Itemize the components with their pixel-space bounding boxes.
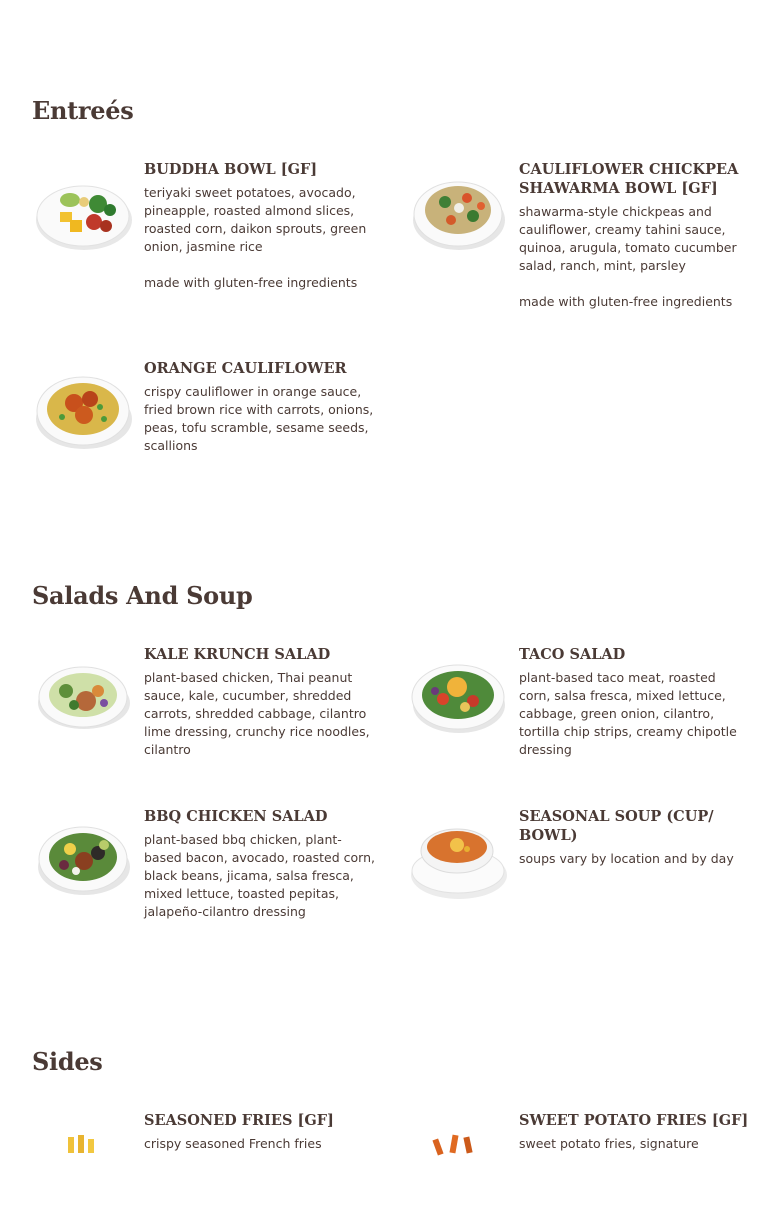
sweet-potato-fries-image <box>407 1111 511 1207</box>
shawarma-bowl-image <box>407 160 511 256</box>
item-description: crispy cauliflower in orange sauce, fried brown rice with carrots, onions, peas, tofu scramble, sesame seeds, scallions <box>144 384 374 453</box>
bbq-salad-image <box>32 807 136 903</box>
item-note: made with gluten-free ingredients <box>144 275 358 290</box>
item-name: SEASONED FRIES [GF] <box>144 1112 334 1129</box>
item-note: made with gluten-free ingredients <box>519 294 733 309</box>
item-description: shawarma-style chickpeas and cauliflower, creamy tahini sauce, quinoa, arugula, tomato cucumber salad, ranch, mint, parsley <box>519 204 737 273</box>
orange-cauliflower-image <box>32 359 136 455</box>
item-name: SEASONAL SOUP (CUP/ BOWL) <box>519 808 714 844</box>
item-description: soups vary by location and by day <box>519 851 734 866</box>
item-name: TACO SALAD <box>519 646 626 663</box>
taco-salad-image <box>407 645 511 741</box>
item-name: BBQ CHICKEN SALAD <box>144 808 328 825</box>
item-description: teriyaki sweet potatoes, avocado, pineapple, roasted almond slices, roasted corn, daikon sprouts, green onion, jasmine rice <box>144 185 367 254</box>
item-description: plant-based taco meat, roasted corn, salsa fresca, mixed lettuce, cabbage, green onion, cilantro, tortilla chip strips, creamy chipotle dressing <box>519 670 737 757</box>
kale-salad-image <box>32 645 136 741</box>
item-name: ORANGE CAULIFLOWER <box>144 360 347 377</box>
item-description: plant-based bbq chicken, plant-based bacon, avocado, roasted corn, black beans, jicama, salsa fresca, mixed lettuce, toasted pepitas, jalapeño-cilantro dressing <box>144 832 375 919</box>
section-title-salads-soup: Salads And Soup <box>32 581 253 610</box>
item-name: SWEET POTATO FRIES [GF] <box>519 1112 749 1129</box>
seasoned-fries-image <box>32 1111 136 1207</box>
buddha-bowl-image <box>32 160 136 256</box>
item-description: crispy seasoned French fries <box>144 1136 322 1151</box>
item-name: BUDDHA BOWL [GF] <box>144 161 318 178</box>
section-title-entrees: Entreés <box>32 96 134 125</box>
soup-image <box>407 807 511 903</box>
item-description: plant-based chicken, Thai peanut sauce, kale, cucumber, shredded carrots, shredded cabbage, cilantro lime dressing, crunchy rice noodles, cilantro <box>144 670 370 757</box>
section-title-sides: Sides <box>32 1047 103 1076</box>
item-name: CAULIFLOWER CHICKPEA SHAWARMA BOWL [GF] <box>519 161 739 197</box>
item-description: sweet potato fries, signature <box>519 1136 699 1151</box>
item-name: KALE KRUNCH SALAD <box>144 646 331 663</box>
